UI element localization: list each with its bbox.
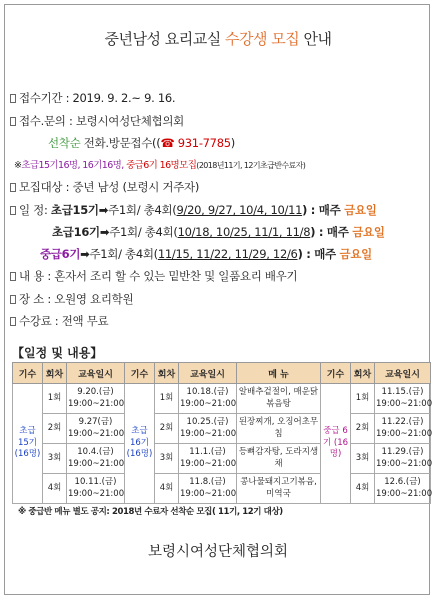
session-cell: 1회 bbox=[351, 384, 375, 414]
header-cell: 교육일시 bbox=[375, 363, 431, 384]
bullet-icon bbox=[10, 272, 16, 281]
date-cell: 11.22.(금) 19:00~21:00 bbox=[375, 414, 431, 444]
table-row bbox=[13, 444, 431, 474]
header-cell: 회차 bbox=[155, 363, 179, 384]
menu-cell: 등뼈감자탕, 도라지생채 bbox=[237, 444, 321, 474]
session-cell: 1회 bbox=[155, 384, 179, 414]
table-row bbox=[13, 474, 431, 504]
table-row bbox=[13, 384, 431, 414]
contact-line: 접수.문의 : 보령시여성단체협의회 bbox=[10, 113, 184, 129]
date-cell: 11.1.(금) 19:00~21:00 bbox=[179, 444, 237, 474]
date-cell: 11.29.(금) 19:00~21:00 bbox=[375, 444, 431, 474]
menu-cell: 된장찌개, 오징어초무침 bbox=[237, 414, 321, 444]
date-cell: 12.6.(금) 19:00~21:00 bbox=[375, 474, 431, 504]
table-header-row bbox=[13, 363, 431, 384]
schedule-line-2: 초급16기➡주1회/ 총4회(10/18, 10/25, 11/1, 11/8) : 매주 금요일 bbox=[52, 225, 385, 239]
period-line: 접수기간 : 2019. 9. 2.~ 9. 16. bbox=[10, 90, 175, 106]
date-cell: 11.15.(금) 19:00~21:00 bbox=[375, 384, 431, 414]
course-cell: 초급 16기 (16명) bbox=[125, 384, 155, 504]
bullet-icon bbox=[10, 317, 16, 326]
bullet-icon bbox=[10, 117, 16, 126]
menu-cell: 알배추겉절이, 매운닭볶음탕 bbox=[237, 384, 321, 414]
date-cell: 9.27(금) 19:00~21:00 bbox=[67, 414, 125, 444]
course-cell: 중급 6기 (16명) bbox=[321, 384, 351, 504]
header-cell: 회차 bbox=[351, 363, 375, 384]
menu-cell: 콩나물돼지고기볶음,미역국 bbox=[237, 474, 321, 504]
target-line: 모집대상 : 중년 남성 (보령시 거주자) bbox=[10, 179, 199, 195]
date-cell: 9.20.(금) 19:00~21:00 bbox=[67, 384, 125, 414]
firstcome-line: 선착순 전화.방문접수((☎ 931-7785) bbox=[48, 136, 235, 150]
session-cell: 2회 bbox=[43, 414, 67, 444]
date-cell: 11.8.(금) 19:00~21:00 bbox=[179, 474, 237, 504]
course-cell: 초급 15기 (16명) bbox=[13, 384, 43, 504]
session-cell: 3회 bbox=[351, 444, 375, 474]
session-cell: 4회 bbox=[155, 474, 179, 504]
bullet-icon bbox=[10, 295, 16, 304]
page-title: 중년남성 요리교실 수강생 모집 안내 bbox=[104, 30, 332, 48]
footnote: ※ 중급반 메뉴 별도 공지: 2018년 수료자 선착순 모집( 11기, 12기 대상) bbox=[18, 507, 283, 517]
date-cell: 10.25.(금) 19:00~21:00 bbox=[179, 414, 237, 444]
session-cell: 2회 bbox=[351, 414, 375, 444]
session-cell: 4회 bbox=[351, 474, 375, 504]
date-cell: 10.11.(금) 19:00~21:00 bbox=[67, 474, 125, 504]
organization-name: 보령시여성단체협의회 bbox=[147, 544, 289, 560]
date-cell: 10.4.(금) 19:00~21:00 bbox=[67, 444, 125, 474]
session-cell: 1회 bbox=[43, 384, 67, 414]
session-cell: 3회 bbox=[155, 444, 179, 474]
date-cell: 10.18.(금) 19:00~21:00 bbox=[179, 384, 237, 414]
header-cell: 기수 bbox=[125, 363, 155, 384]
schedule-line-1: 일 정: 초급15기➡주1회/ 총4회(9/20, 9/27, 10/4, 10/11) : 매주 금요일 bbox=[10, 202, 377, 218]
session-cell: 4회 bbox=[43, 474, 67, 504]
header-cell: 교육일시 bbox=[179, 363, 237, 384]
place-line: 장 소 : 오원영 요리학원 bbox=[10, 291, 133, 307]
fee-line: 수강료 : 전액 무료 bbox=[10, 313, 108, 329]
header-cell: 기수 bbox=[13, 363, 43, 384]
schedule-table bbox=[12, 362, 431, 504]
recruit-notice: ※초급15기16명, 16기16명, 중급6기 16명모집(2018년11기, 12기초급반수료자) bbox=[14, 160, 306, 171]
content-line: 내 용 : 혼자서 조리 할 수 있는 밑반찬 및 일품요리 배우기 bbox=[10, 268, 297, 284]
session-cell: 3회 bbox=[43, 444, 67, 474]
bullet-icon bbox=[10, 94, 16, 103]
header-cell: 회차 bbox=[43, 363, 67, 384]
session-cell: 2회 bbox=[155, 414, 179, 444]
schedule-line-3: 중급6기➡주1회/ 총4회(11/15, 11/22, 11/29, 12/6) : 매주 금요일 bbox=[40, 247, 372, 261]
bullet-icon bbox=[10, 183, 16, 192]
phone-number: ☎ 931-7785 bbox=[160, 136, 231, 150]
schedule-table-title: 【일정 및 내용】 bbox=[12, 346, 103, 360]
header-cell: 기수 bbox=[321, 363, 351, 384]
bullet-icon bbox=[10, 206, 16, 215]
header-cell: 교육일시 bbox=[67, 363, 125, 384]
header-cell: 메 뉴 bbox=[237, 363, 321, 384]
table-row bbox=[13, 414, 431, 444]
